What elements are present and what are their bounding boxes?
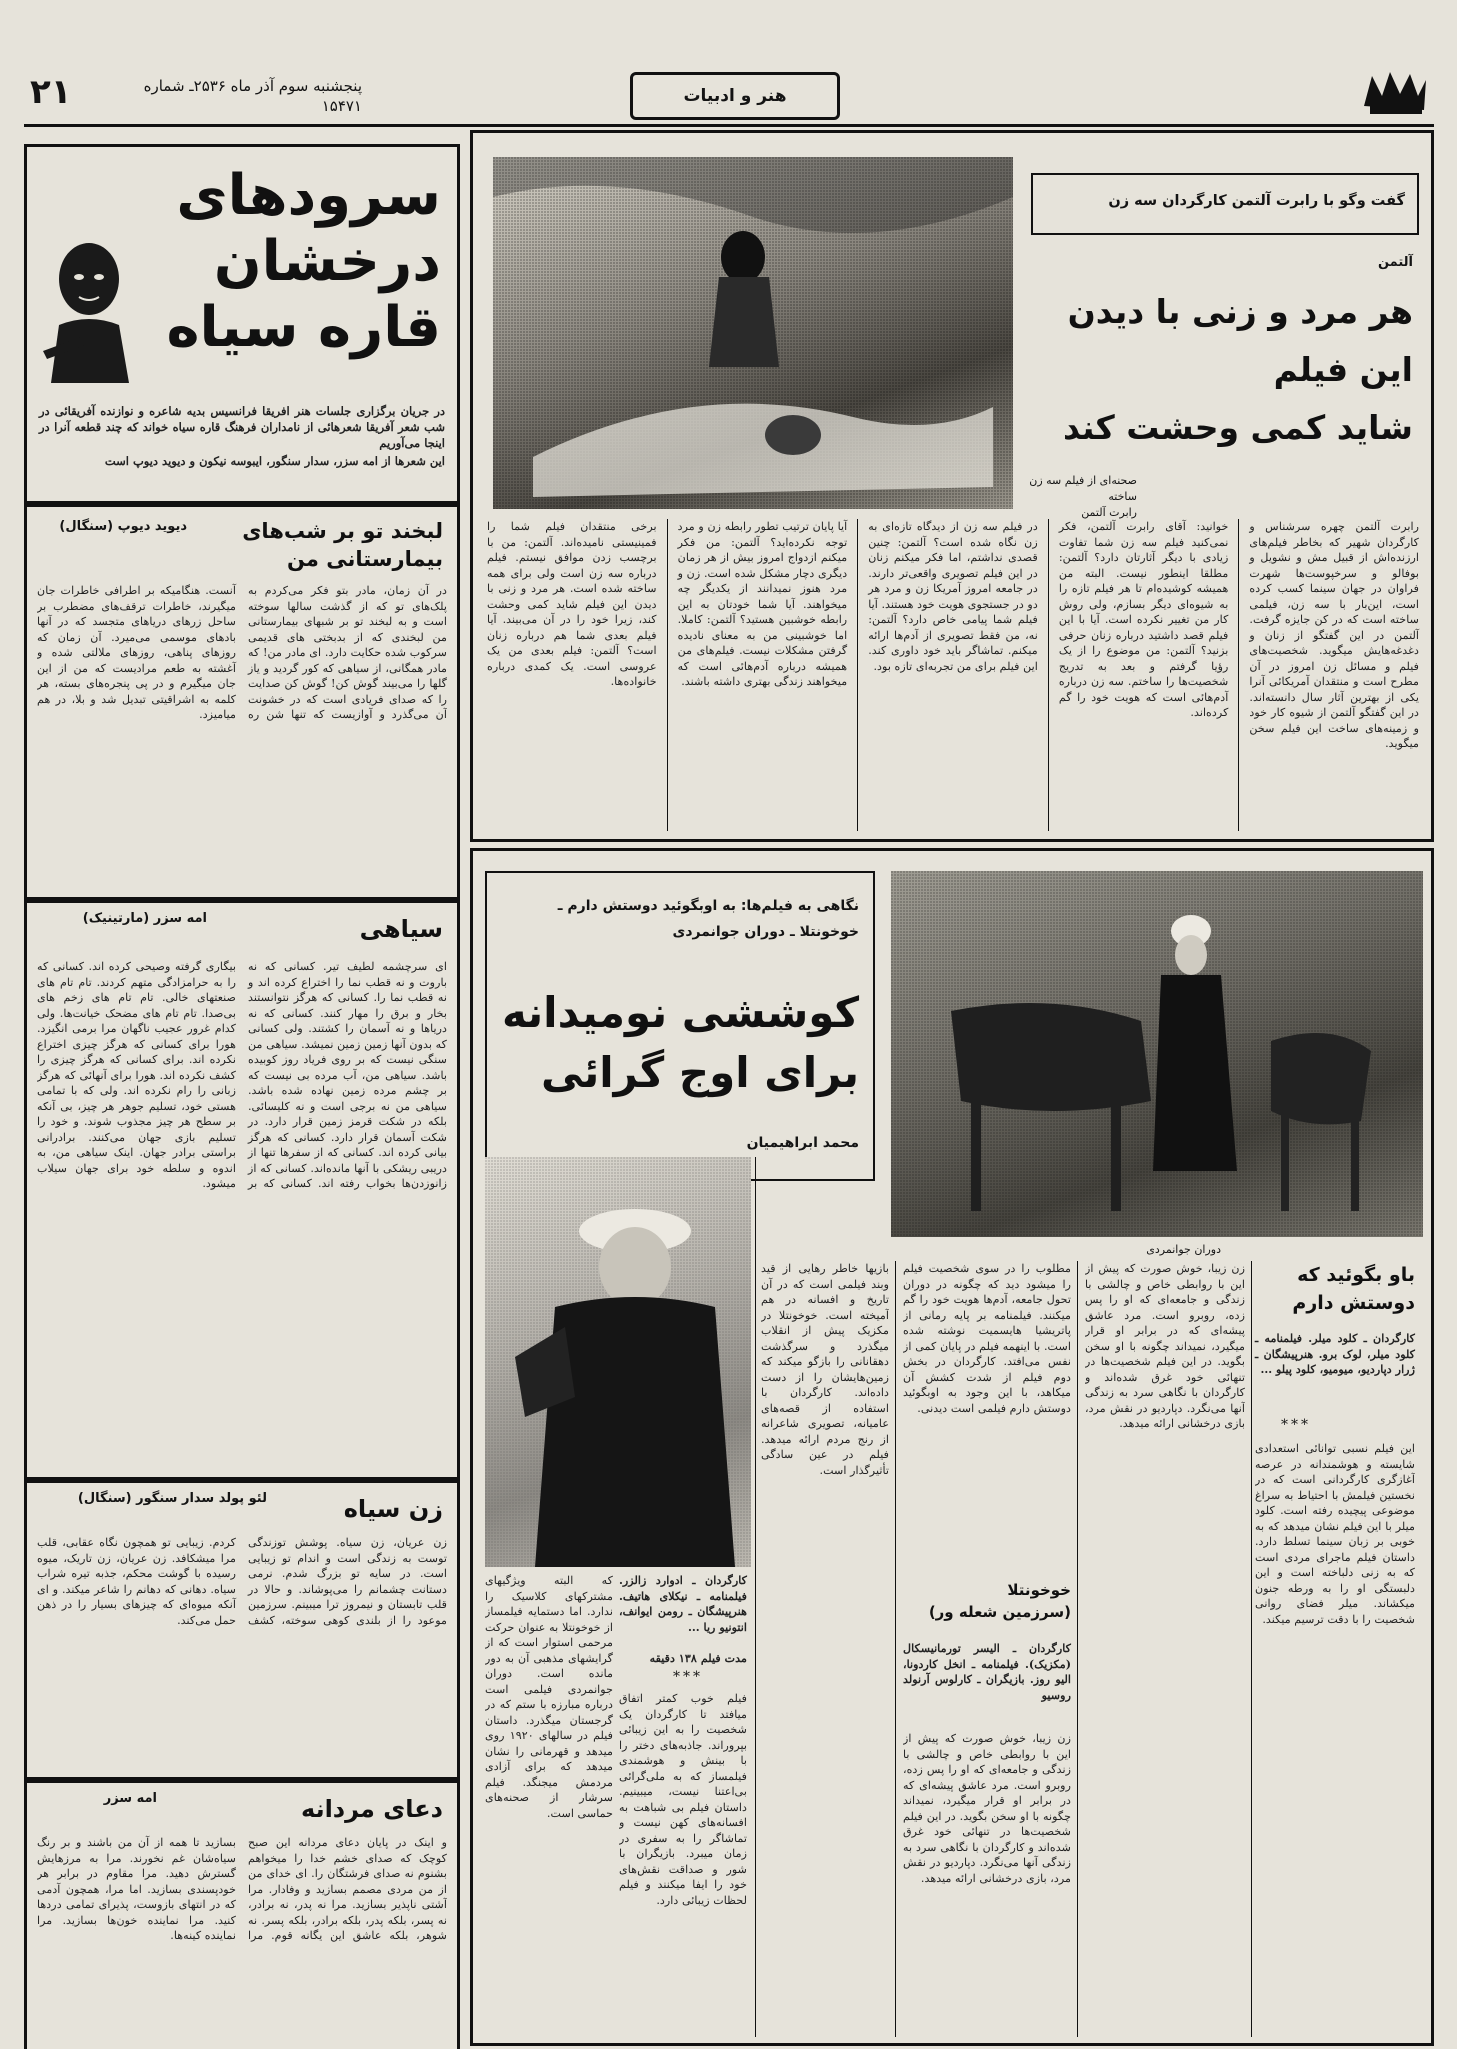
songs-title-line3: قاره سیاه bbox=[166, 295, 441, 360]
poem-prayer-text: و اینک در پایان دعای مردانه این صبح کوچک که صدای خشم خدا را میخواهم بشنوم نه صدای فرشتگان را. ای خدای من از من مردی مصمم بسازید و وفادار. مرا آشتی ناپذیر بسازید. مرا نه پدر، نه برادر، نه پسر، بلکه پدر، بلکه برادر، بلکه پسر. نه شوهر، بلکه عاشق این یگانه قوم. مرا بسازید تا همه از آن من باشند و بر رنگ سیاه‌شان غم نخورند. مرا به مرزهایش گسترش دهید. مرا مقاوم در برابر هر خودپسندی بسازید. اما مرا، همچون آدمی که در انتهای بازوست، پذیرای تمامی دردها کنید. مرا نماینده خون‌ها بسازید. مرا نماینده کینه‌ها. bbox=[37, 1836, 447, 1942]
altman-title-line3: شاید کمی وحشت کند bbox=[1063, 408, 1413, 447]
reviews-title-line1: کوششی نومیدانه bbox=[501, 988, 859, 1037]
poem-black-woman-author: لئو پولد سدار سنگور (سنگال) bbox=[77, 1491, 267, 1506]
altman-title-line2: این فیلم bbox=[1273, 350, 1413, 389]
altman-col-divider bbox=[667, 519, 668, 831]
reviews-author: محمد ابراهیمیان bbox=[746, 1135, 859, 1151]
altman-name: آلتمن bbox=[1377, 255, 1413, 270]
altman-col-divider bbox=[1048, 519, 1049, 831]
review-col-a: این فیلم نسبی توانائی استعدادی شایسته و هوشمندانه در عرصه آغازگری کارگردانی است که در نخستین فیلمش با احتیاط به سراغ موضوعی پیچیده رفته است. کلود میلر با این فیلم نشان میدهد که به خوبی بر زبان سینما تسلط دارد. داستان فیلم ماجرای مردی است که به زنی دلباخته است و این دلبستگی او را به ورطه جنون میکشاند. میلر فضای روانی شخصیت را با دقت ترسیم میکند. bbox=[1255, 1442, 1415, 1626]
newspaper-logo bbox=[1360, 66, 1430, 118]
altman-col-4: آیا پایان ترتیب تطور رابطه زن و مرد توجه نکرده‌اید؟ آلتمن: من فکر میکنم ازدواج امروز بیش از هر زمان دیگری دچار مشکل شده است. زن و مرد هنوز نمیدانند از یکدیگر چه میخواهند. آیا شما خودتان به این رابطه خوشبین هستید؟ آلتمن: کاملا. اما خوشبینی من به معنای نادیده گرفتن مشکلات نیست. فیلم‌های من همیشه درباره آدم‌هائی است که میخواهند زندگی بهتری داشته باشند. bbox=[677, 520, 848, 688]
film1-rating: *** bbox=[1281, 1417, 1311, 1433]
review-col-divider bbox=[1251, 1261, 1252, 2037]
poem-black-woman-title: زن سیاه bbox=[343, 1495, 443, 1523]
film2-title-line1: خوخونتلا bbox=[1007, 1581, 1071, 1599]
review-col-e: که البته ویژگیهای مشترکهای کلاسیک را ندارد. اما دستمایه فیلمساز از خوخونتلا به عنوان حرکت مرحمی استوار است که از گرایشهای مذهبی آن به دور مانده است. دوران جوانمردی فیلمی است درباره مبارزه با ستم که در گرجستان میگذرد. داستان فیلم در سالهای ۱۹۲۰ روی میدهد و قهرمانی را نشان میدهد که برای آزادی مردمش میجنگد. فیلم سرشار از صحنه‌های حماسی است. bbox=[485, 1574, 613, 1820]
altman-photo-caption bbox=[1017, 473, 1137, 521]
songs-title-line1: سرودهای bbox=[176, 163, 441, 228]
poem-black-woman-box bbox=[24, 1480, 460, 1780]
altman-col-2: خوانید: آقای رابرت آلتمن، فکر نمی‌کنید فیلم سه زن شما تفاوت زیادی با دیگر آثارتان دارد؟ آلتمن: مطلقا اینطور نیست. البته من همیشه کوشیده‌ام تا هر فیلم تازه را به شیوه‌ای دیگر بسازم، ولی روش کار من تغییر نکرده است. آیا با این فیلم قصد داشتید درباره زنان حرفی بزنید؟ آلتمن: من موضوع را از یک رؤیا گرفتم و بعد به تدریج شخصیت‌ها را ساختم. سه زن درباره آدم‌هائی است که هویت خود را گم کرده‌اند. bbox=[1058, 520, 1229, 719]
film1-credits: کارگردان ـ کلود میلر. فیلمنامه ـ کلود میلر، لوک برو. هنرپیشگان ـ ژرار دپاردیو، میومیو، کلود پیلو ... bbox=[1255, 1331, 1415, 1376]
issue-date-line: پنجشنبه سوم آذر ماه ۲۵۳۶ـ شماره ۱۵۴۷۱ bbox=[143, 77, 362, 115]
poem-prayer-author: امه سزر bbox=[103, 1791, 157, 1806]
songs-intro bbox=[39, 403, 445, 471]
chivalry-film-photo bbox=[891, 871, 1423, 1237]
reviews-title-line2: برای اوج گرائی bbox=[540, 1048, 859, 1097]
altman-photo-caption-line2: رابرت آلتمن bbox=[1081, 506, 1137, 519]
poem-blackness-text: ای سرچشمه لطیف تیر. کسانی که نه باروت و نه قطب نما را اختراع کرده اند و نه قطب نما را. کسانی که هرگز نتوانستند بخار و برق را مهار کنند. کسانی که نه دریاها و نه آسمان را کشتند. ولی کسانی که بدون آنها زمین زمین نمیشد. سیاهی من سنگی نیست که بر روی فریاد روز کوبیده باشد. سیاهی من، آب مرده بی نیست که بر چشم مرده زمین نهاده شده باشد. سیاهی من نه برجی است و نه کلیسائی. بلکه در شکت قرمز زمین قرار دارد. در شکت آسمان قرار دارد. کسانی که هرگز بیانی کرده اند. کسانی که از سفرها تنها از دریبی ریشکی با آنها مانده‌اند. کسانی که از زانوزدن‌ها بخواب رفته اند. کسانی که بر بیگاری گرفته وصیحی کرده اند. کسانی که را به حرامزادگی متهم کردند. تام تام های صنعتهای خالی. تام تام های زخم های بی‌صدا. تام تام های مضحک خیانت‌ها. ولی کدام غرور عجیب ناگهان مرا برمی انگیزد. هورا برای کسانی که هرگز چیزی اختراع نکرده اند. برای کسانی که هرگز چیزی را کشف نکرده اند. هورا برای آنهائی که هرگز زبانی را رام نکرده اند. ولی که با تمامی هستی خود، تسلیم جوهر هر چیز، بی آنکه بر سطح هر چیز مجذوب شوند. و خود را تسلیم بازی جهان می‌کنند. برادرانی براستی برادر جهان. اینک سیاهی من، به اندوه و سلطه خود برای جهان سیلاب میشود. bbox=[37, 960, 447, 1190]
altman-title-line1: هر مرد و زنی با دیدن bbox=[1067, 292, 1413, 331]
altman-col-5: برخی منتقدان فیلم شما را فمینیستی نامیده‌اند. آلتمن: من با برچسب زدن موافق نیستم. فیلم درباره سه زن است ولی برای همه ساخته شده است. هر مرد و زنی با دیدن این فیلم شاید کمی وحشت کند، زیرا خود را در آن می‌بیند. آیا فیلم بعدی شما هم درباره زنان است؟ آلتمن: فیلم بعدی من یک عروسی است. یک کمدی درباره خانواده‌ها. bbox=[487, 520, 657, 688]
poem-smile-box bbox=[24, 504, 460, 900]
altman-kicker: گفت وگو با رابرت آلتمن کارگردان سه زن bbox=[1108, 193, 1405, 209]
songs-poets-line: این شعرها از امه سزر، سدار سنگور، ایبوسه نیکون و دیوید دیوپ است bbox=[104, 454, 445, 468]
altman-interview-section bbox=[470, 130, 1434, 842]
poem-black-woman-text: زن عریان، زن سیاه. پوشش توزندگی توست به زندگی است و اندام تو زیبایی است. در سایه تو بزرگ شدم. نرمی دستانت چشمانم را می‌پوشاند. و حالا در قلب تابستان و نیمروز ترا میبینم. سرزمین موعود را از بلندی کوهی سوخته، کشف کردم. زیبایی تو همچون نگاه عقابی، قلب مرا میشکافد. زن عریان، زن تاریک، میوه رسیده با گوشت محکم، جذبه تیره شراب سیاه. دهانی که دهانم را شاعر میکند. و ای آنکه میوه‌ای که چیزهای بسیار را در ذهن حمل می‌کند. bbox=[37, 1536, 447, 1627]
poem-prayer-title: دعای مردانه bbox=[301, 1795, 443, 1823]
review-col-d: بازیها خاطر رهایی از قید وبند فیلمی است که در آن تاریخ و افسانه در هم آمیخته است. خوخونتلا در مکزیک پیش از انقلاب میگذرد و سرگذشت دهقانانی را بازگو میکند که زمین‌هایشان را از دست داده‌اند. کارگردان با استفاده از قصه‌های عامیانه، تصویری شاعرانه از رنج مردم ارائه میدهد. فیلم در عین سادگی تأثیرگذار است. bbox=[761, 1262, 889, 1477]
portrait-illustration bbox=[41, 233, 137, 383]
film3-credits: کارگردان ـ ادوارد زالزر. فیلمنامه ـ نیکلای هاتیف. هنرپیشگان ـ رومن ایوانف، انتونیو ریا ... bbox=[619, 1573, 747, 1634]
review-col-c: مطلوب را در سوی شخصیت فیلم را میشود دید که چگونه در دوران تحول جامعه، آدم‌ها هویت خود را گم میکنند. فیلمنامه بر پایه رمانی از پاتریشیا هایسمیت نوشته شده است. با اینهمه فیلم در پایان کمی از نفس می‌افتد. کارگردان در بخش دوم فیلم از شدت کشش آن میکاهد، با این وجود به اوبگوئید دوستش دارم فیلمی است دیدنی. bbox=[903, 1262, 1071, 1415]
altman-photo-caption-line1: صحنه‌ای از فیلم سه زن ساخته bbox=[1029, 474, 1137, 503]
chivalry-photo-caption: دوران جوانمردی bbox=[1146, 1243, 1221, 1256]
film3-rating: *** bbox=[673, 1669, 703, 1685]
altman-col-1: رابرت آلتمن چهره سرشناس و کارگردان شهیر که بخاطر فیلم‌های ارزنده‌اش از قبیل مش و نشویل و بوفالو و سرخپوست‌ها شهرت فراوان در جهان سینما کسب کرده است، این‌بار با سه زن، فیلمی ساخته است که در کن جایزه گرفت. آلتمن در این گفتگو از زنان و دغدغه‌هایش میگوید. شخصیت‌های فیلم و مسائل زن امروز در آن مطرح است و منتقدان آمریکائی آنرا یکی از بهترین آثار سال دانسته‌اند. در این گفتگو آلتمن از شیوه کار خود و زمینه‌های ساخت این فیلم سخن میگوید. bbox=[1249, 520, 1419, 750]
poem-blackness-author: امه سزر (مارتینیک) bbox=[82, 911, 207, 926]
poem-smile-author: دیوید دیوپ (سنگال) bbox=[59, 519, 187, 534]
review-col-divider bbox=[895, 1261, 896, 2037]
altman-col-divider bbox=[1238, 519, 1239, 831]
poem-smile-title bbox=[213, 517, 443, 573]
film1-title-line1: باو بگوئید که bbox=[1297, 1264, 1415, 1286]
songs-title-line2: درخشان bbox=[213, 229, 441, 294]
poem-blackness-title: سیاهی bbox=[359, 915, 443, 943]
review-col-b: زن زیبا، خوش صورت که پیش از این با روابطی خاص و چالشی با زندگی و جامعه‌ای که او را پس زده، روبرو است. مرد عاشق پیشه‌ای که در برابر او قرار میگیرد، نمیداند چگونه با او سخن بگوید. در این فیلم شخصیت‌ها در تنهائی خود غرق شده‌اند و کارگردان با نگاهی سرد به زندگی آنها می‌نگرد. دپاردیو در نقش مرد، بازی درخشانی ارائه میدهد. bbox=[1085, 1262, 1245, 1430]
songs-title-box bbox=[24, 144, 460, 504]
film1-title-line2: دوستش دارم bbox=[1292, 1292, 1415, 1314]
songs-section bbox=[24, 132, 460, 2049]
film2-credits: کارگردان ـ الیسر تورمانیسکال (مکزیک). فیلمنامه ـ انخل کاردونا، الیو روز. بازیگران ـ کارلوس آرنولد روسیو bbox=[903, 1641, 1071, 1702]
review-col-f: فیلم خوب کمتر اتفاق میافتد تا کارگردان یک شخصیت را به این زیبائی بپروراند. جاذبه‌های دختر را با بینش و هوشمندی فیلمساز که به ملی‌گرائی بی‌اعتنا نیست، میبینیم. داستان فیلم بی شباهت به افسانه‌های کهن نیست و تماشاگر را به سفری در زمان میبرد. بازیگران با شور و صداقت نقش‌های خود را ایفا میکنند و فیلم لحظات زیبائی دارد. bbox=[619, 1692, 747, 1907]
songs-title bbox=[141, 163, 441, 361]
poem-prayer-box bbox=[24, 1780, 460, 2049]
reviews-title bbox=[497, 983, 859, 1103]
khokhontla-film-photo bbox=[485, 1157, 751, 1567]
review-col-divider bbox=[1077, 1261, 1078, 2037]
altman-body bbox=[487, 519, 1419, 831]
reviews-headline-box bbox=[485, 871, 875, 1181]
altman-col-3: در فیلم سه زن از دیدگاه تازه‌ای به زن نگاه شده است؟ آلتمن: چنین قصدی نداشتم، اما فکر میکنم زنان در این فیلم تصویری واقعی‌تر دارند. در جامعه امروز آمریکا زن و مرد هر دو در جستجوی هویت خود هستند. آیا فیلم شما پیامی خاص دارد؟ آلتمن: نه، من فقط تصویری از آدم‌ها ارائه میکنم. تماشاگر باید خود داوری کند. این فیلم برای من تجربه‌ای تازه بود. bbox=[868, 520, 1038, 673]
film1-title bbox=[1255, 1261, 1415, 1317]
film2-title bbox=[903, 1579, 1071, 1623]
page-number: ۲۱ bbox=[30, 72, 72, 112]
reviews-kicker: نگاهی به فیلم‌ها: به اوبگوئید دوستش دارم ـ خوخونتلا ـ دوران جوانمردی bbox=[557, 898, 859, 940]
header-rule bbox=[24, 124, 1434, 127]
poem-smile-text: در آن زمان، مادر بتو فکر می‌کردم به پلک‌های تو که از گذشت سالها سوخته است و به لبخند تو بر شبهای بیمارستانی من لبخندی که از بدبختی های قدیمی سرکوب شده حکایت دارد. ای مادر من! که مادر همگانی، از سیاهی که کور گردید و یاز گلها را می‌بیند گوش کن! گوش کن صدایت را که صدای فریادی است که در خشونت آن می‌گذرد و آوازیست که تنها شن ره آنست. هنگامیکه بر اطرافی خاطرات جان میگیرند، خاطرات ترقف‌های مضطرب بر ساحل زرهای دریاهای متجسد که در آنها بادهای موسمی می‌میرد. آن زمان که روزهای پناهی، روزهای ملالتی شده و آغشته به طعم مرادیست که من از این جان میگیرم و در پی پنجره‌های بسته، هر کلمه به اشراقیتی تبدیل شد و بلا، در هم میامیزد. bbox=[37, 584, 447, 721]
review-col-divider bbox=[755, 1157, 756, 2037]
poem-smile-title-line1: لبخند تو بر شب‌های bbox=[242, 519, 443, 543]
songs-intro-text: در جریان برگزاری جلسات هنر افریقا فرانسیس بدیه شاعره و نوازنده آفریقائی در شب شعر آفریقا شعرهائی از نامداران فرهنگ قاره سیاه خواند که چند قطعه آنرا در اینجا می‌آوریم bbox=[39, 404, 445, 450]
altman-col-divider bbox=[857, 519, 858, 831]
altman-film-photo bbox=[493, 157, 1013, 509]
altman-title bbox=[1013, 283, 1413, 457]
film2-title-line2: (سرزمین شعله ور) bbox=[928, 1603, 1071, 1621]
altman-kicker-box bbox=[1031, 173, 1419, 235]
poem-smile-title-line2: بیمارستانی من bbox=[287, 547, 443, 571]
section-title: هنر و ادبیات bbox=[630, 72, 840, 120]
film3-runtime: مدت فیلم ۱۳۸ دقیقه bbox=[649, 1651, 747, 1665]
poem-blackness-box bbox=[24, 900, 460, 1480]
film-reviews-section bbox=[470, 848, 1434, 2046]
review-col-c2: زن زیبا، خوش صورت که پیش از این با روابطی خاص و چالشی با زندگی و جامعه‌ای که او را پس زده، روبرو است. مرد عاشق پیشه‌ای که در برابر او قرار میگیرد، نمیداند چگونه با او سخن بگوید. در این فیلم شخصیت‌ها در تنهائی خود غرق شده‌اند و کارگردان با نگاهی سرد به زندگی آنها می‌نگرد. دپاردیو در نقش مرد، بازی درخشانی ارائه میدهد. bbox=[903, 1732, 1071, 1885]
